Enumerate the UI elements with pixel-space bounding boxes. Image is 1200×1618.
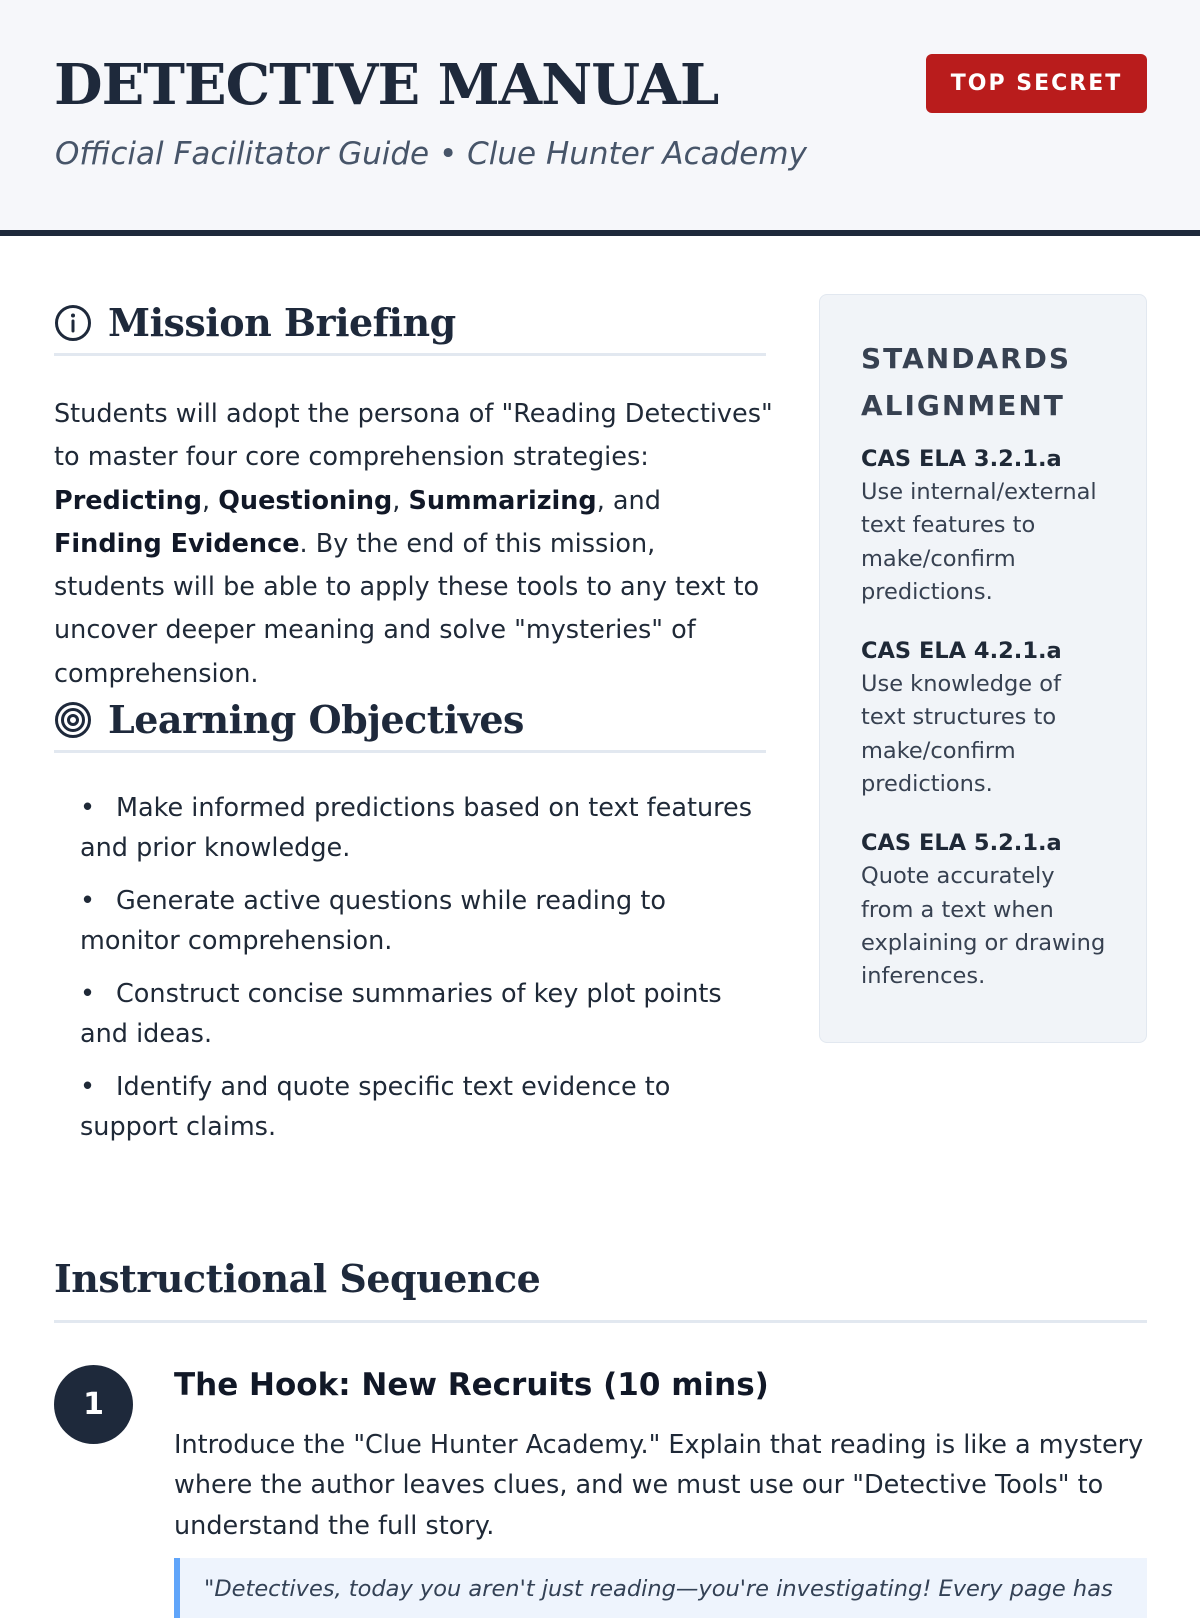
bullet: • [80,1072,96,1102]
instructional-sequence-heading: Instructional Sequence [54,1256,541,1301]
objective-text: Make informed predictions based on text features and prior knowledge. [80,793,753,863]
list-item [80,788,770,868]
standard-description: Use knowledge of text structures to make/confirm predictions. [861,671,1061,798]
standard-description: Use internal/external text features to make/confirm predictions. [861,479,1097,605]
bullet: • [80,793,96,823]
standard-item [861,635,1108,801]
objective-text: Construct concise summaries of key plot points and ideas. [80,979,722,1049]
mission-briefing-heading: Mission Briefing [108,300,456,345]
step-description: Introduce the "Clue Hunter Academy." Explain that reading is like a mystery where the author leaves clues, and we must use our "Detective Tools" to understand the full story. [174,1430,1144,1541]
learning-objectives-header [54,689,766,753]
briefing-intro: Students will adopt the persona of "Reading Detectives" to master four core comprehension strategies: [54,399,773,473]
objective-text: Identify and quote specific text evidence to support claims. [80,1072,671,1142]
list-item [80,974,770,1054]
briefing-separator: , [202,485,219,516]
top-secret-badge: TOP SECRET [926,54,1147,113]
step-number-badge: 1 [54,1365,133,1444]
strategy-finding-evidence: Finding Evidence [54,528,300,559]
standard-item [861,443,1108,609]
standard-code: CAS ELA 3.2.1.a [861,446,1062,472]
bullet: • [80,979,96,1009]
briefing-outro: . By the end of this mission, students will be able to apply these tools to any text to uncover deeper meaning and solve "mysteries" of comprehension. [54,528,760,689]
standard-code: CAS ELA 4.2.1.a [861,638,1062,665]
bullet: • [80,886,96,916]
instructional-sequence-header [54,1254,1147,1323]
strategy-summarizing: Summarizing [408,485,597,516]
standard-code: CAS ELA 5.2.1.a [861,830,1062,857]
standards-heading: STANDARDS ALIGNMENT [861,342,1072,422]
standard-description: Quote accurately from a text when explaining or drawing inferences. [861,863,1106,990]
page-title: DETECTIVE MANUAL [54,52,719,118]
target-icon [54,701,92,739]
briefing-separator: , and [596,485,661,516]
mission-briefing-text [54,393,774,696]
strategy-predicting: Predicting [54,485,203,516]
briefing-separator: , [392,485,409,516]
header [0,0,1200,236]
objectives-list [80,788,770,1160]
page-subtitle: Official Facilitator Guide • Clue Hunter Academy [55,136,807,172]
mission-briefing-header [54,292,766,356]
learning-objectives-heading: Learning Objectives [108,697,524,742]
list-item [80,1067,770,1147]
step-title: The Hook: New Recruits (10 mins) [174,1367,769,1403]
standard-item [861,827,1108,993]
list-item [80,881,770,961]
info-icon [54,304,92,342]
standards-sidebar [819,294,1147,1043]
step-quote: "Detectives, today you aren't just reading—you're investigating! Every page has [174,1558,1147,1618]
objective-text: Generate active questions while reading to monitor comprehension. [80,886,666,956]
strategy-questioning: Questioning [218,485,393,516]
